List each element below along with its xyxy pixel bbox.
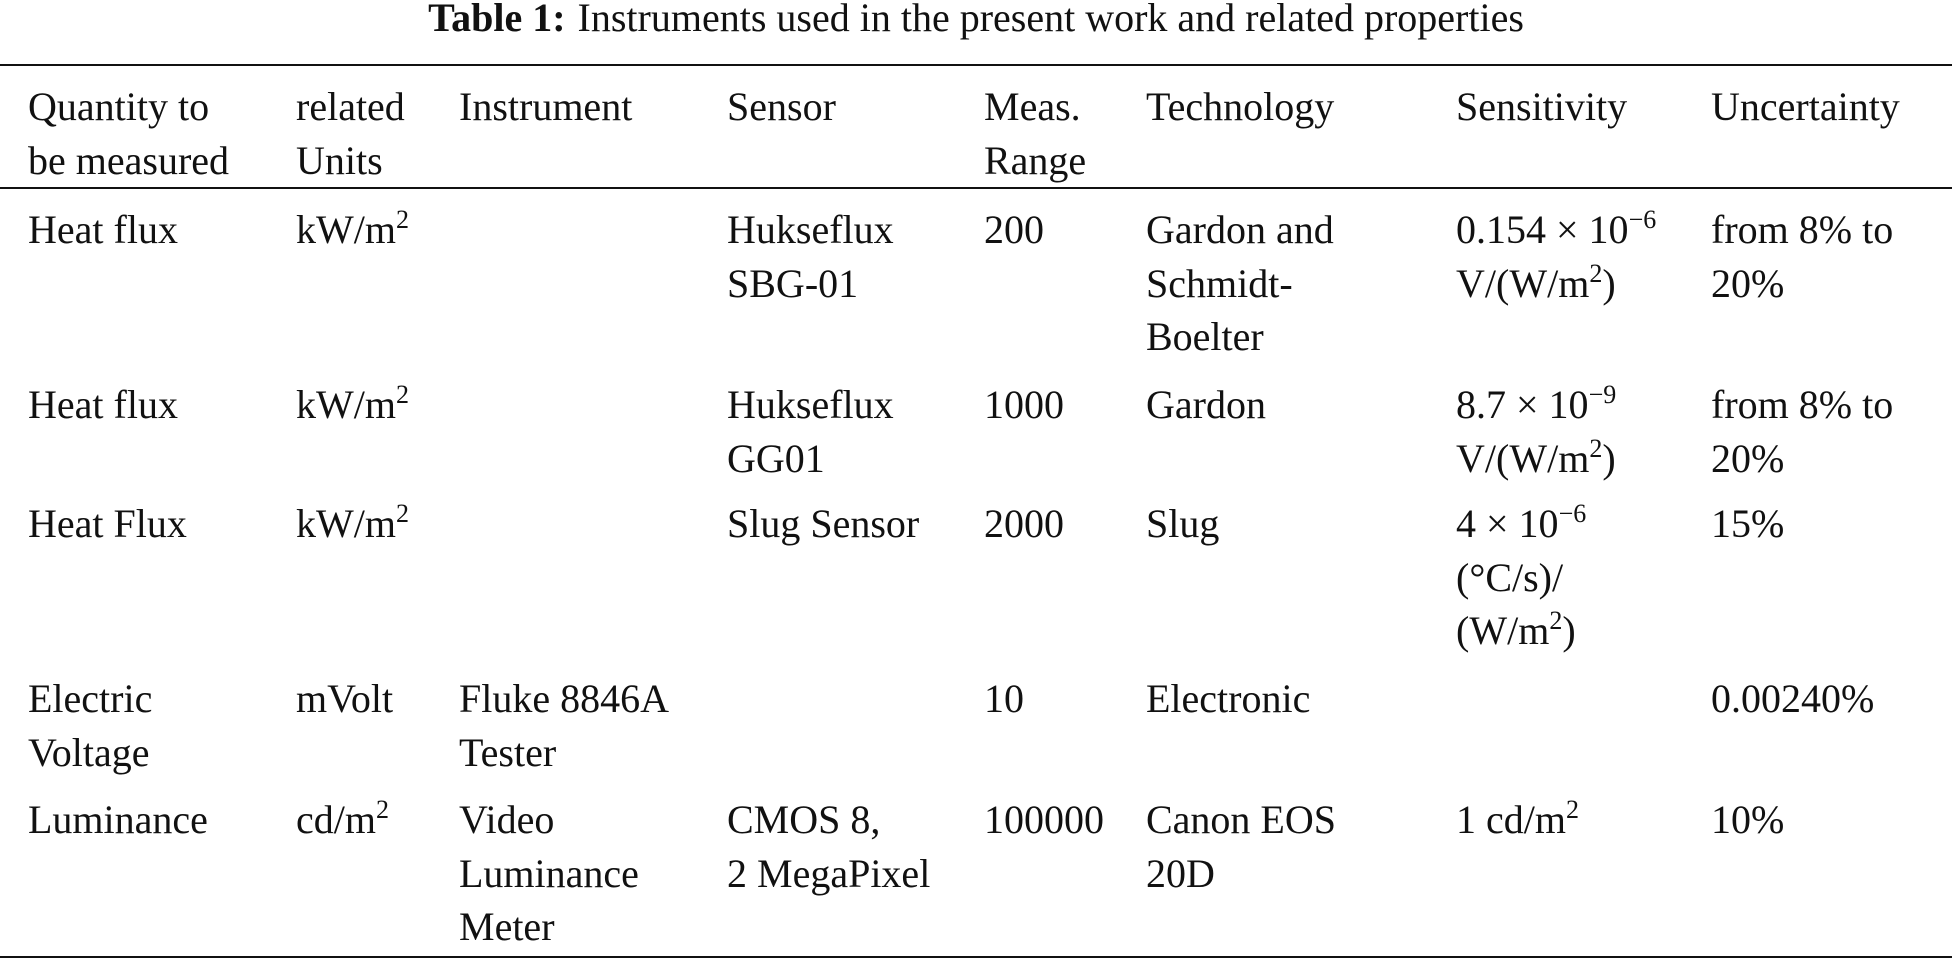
text-part: 1 cd/m bbox=[1456, 797, 1566, 842]
superscript: 2 bbox=[1549, 606, 1563, 635]
cell-line: 10% bbox=[1711, 797, 1785, 842]
superscript: 2 bbox=[395, 380, 409, 409]
cell-line: Electronic bbox=[1146, 676, 1311, 721]
cell-line: 20% bbox=[1711, 260, 1785, 306]
cell-line: Fluke 8846A bbox=[459, 676, 669, 721]
cell-line bbox=[1456, 378, 1616, 432]
cell-line: Sensor bbox=[727, 84, 836, 129]
superscript: 2 bbox=[1565, 795, 1579, 824]
cell-line: Slug bbox=[1146, 501, 1220, 546]
cell-uncertainty bbox=[1711, 672, 1874, 726]
cell-line: Luminance bbox=[459, 850, 639, 896]
cell-technology bbox=[1146, 793, 1336, 900]
text-part: kW/m bbox=[296, 207, 396, 252]
cell-line: Technology bbox=[1146, 84, 1335, 129]
header-cell-units bbox=[296, 80, 405, 187]
cell-line bbox=[1456, 257, 1656, 311]
header-cell-quantity bbox=[28, 80, 229, 187]
cell-line: 1000 bbox=[984, 382, 1064, 427]
cell-line: related bbox=[296, 84, 405, 129]
cell-line: Canon EOS bbox=[1146, 797, 1336, 842]
cell-range bbox=[984, 793, 1104, 847]
table-caption bbox=[0, 0, 1952, 38]
caption-text: Instruments used in the present work and related properties bbox=[577, 0, 1524, 40]
text-part: ) bbox=[1562, 608, 1576, 653]
cell-line: Slug Sensor bbox=[727, 501, 920, 546]
text-part: mVolt bbox=[296, 676, 394, 721]
cell-line bbox=[296, 497, 409, 551]
text-part: ) bbox=[1602, 260, 1616, 306]
cell-technology bbox=[1146, 378, 1266, 432]
cell-technology bbox=[1146, 203, 1334, 364]
cell-line: 20D bbox=[1146, 850, 1215, 896]
cell-line bbox=[1456, 551, 1586, 605]
cell-line: Uncertainty bbox=[1711, 84, 1900, 129]
superscript: 2 bbox=[395, 205, 409, 234]
cell-range bbox=[984, 672, 1024, 726]
bottom-rule bbox=[0, 956, 1952, 958]
cell-line: Electric bbox=[28, 676, 153, 721]
cell-sensitivity bbox=[1456, 793, 1579, 847]
cell-line bbox=[296, 203, 409, 257]
cell-instrument bbox=[459, 793, 639, 954]
cell-line: Sensitivity bbox=[1456, 84, 1628, 129]
superscript: −6 bbox=[1628, 205, 1657, 234]
text-part: kW/m bbox=[296, 501, 396, 546]
header-cell-technology bbox=[1146, 80, 1334, 134]
cell-quantity bbox=[28, 378, 178, 432]
cell-units bbox=[296, 497, 409, 551]
cell-line: Units bbox=[296, 137, 383, 183]
cell-range bbox=[984, 497, 1064, 551]
cell-quantity bbox=[28, 497, 187, 551]
cell-line bbox=[296, 378, 409, 432]
cell-line: Gardon and bbox=[1146, 207, 1334, 252]
cell-line: Boelter bbox=[1146, 314, 1264, 359]
text-part: cd/m bbox=[296, 797, 376, 842]
cell-line: 2 MegaPixel bbox=[727, 850, 931, 896]
cell-line: Heat flux bbox=[28, 207, 178, 252]
superscript: 2 bbox=[395, 499, 409, 528]
cell-line: Heat flux bbox=[28, 382, 178, 427]
cell-line: Hukseflux bbox=[727, 382, 894, 427]
cell-sensor bbox=[727, 378, 894, 485]
header-cell-range bbox=[984, 80, 1086, 187]
cell-quantity bbox=[28, 793, 208, 847]
cell-sensor bbox=[727, 497, 919, 551]
cell-line: 200 bbox=[984, 207, 1044, 252]
cell-line bbox=[1456, 604, 1586, 658]
cell-units bbox=[296, 378, 409, 432]
text-part: kW/m bbox=[296, 382, 396, 427]
cell-line: be measured bbox=[28, 137, 230, 183]
text-part: ) bbox=[1602, 435, 1616, 481]
cell-line: from 8% to bbox=[1711, 207, 1894, 252]
cell-line bbox=[1456, 203, 1656, 257]
text-part: 0.154 × 10 bbox=[1456, 207, 1629, 252]
text-part: V/(W/m bbox=[1456, 435, 1590, 481]
cell-units bbox=[296, 203, 409, 257]
header-cell-uncertainty bbox=[1711, 80, 1900, 134]
text-part: (W/m bbox=[1456, 608, 1550, 653]
cell-technology bbox=[1146, 672, 1310, 726]
cell-line: 15% bbox=[1711, 501, 1785, 546]
cell-instrument bbox=[459, 672, 669, 779]
cell-uncertainty bbox=[1711, 378, 1893, 485]
text-part: (°C/s)/ bbox=[1456, 554, 1564, 600]
cell-line: Meas. bbox=[984, 84, 1081, 129]
cell-line: Range bbox=[984, 137, 1087, 183]
header-cell-sensor bbox=[727, 80, 836, 134]
cell-units bbox=[296, 672, 393, 726]
cell-line: Heat Flux bbox=[28, 501, 187, 546]
text-part: 8.7 × 10 bbox=[1456, 382, 1589, 427]
cell-line: 100000 bbox=[984, 797, 1104, 842]
cell-line bbox=[296, 672, 393, 726]
cell-line: Voltage bbox=[28, 729, 150, 775]
cell-line: Luminance bbox=[28, 797, 208, 842]
text-part: 4 × 10 bbox=[1456, 501, 1559, 546]
cell-line: 0.00240% bbox=[1711, 676, 1875, 721]
cell-line: GG01 bbox=[727, 435, 825, 481]
cell-line bbox=[1456, 497, 1586, 551]
cell-sensitivity bbox=[1456, 378, 1616, 485]
superscript: −6 bbox=[1558, 499, 1587, 528]
text-part: V/(W/m bbox=[1456, 260, 1590, 306]
cell-line bbox=[1456, 432, 1616, 486]
cell-sensor bbox=[727, 203, 894, 310]
cell-line: 10 bbox=[984, 676, 1024, 721]
superscript: 2 bbox=[1589, 433, 1603, 463]
cell-line: Gardon bbox=[1146, 382, 1266, 427]
cell-line bbox=[1456, 793, 1579, 847]
cell-uncertainty bbox=[1711, 793, 1784, 847]
header-cell-sensitivity bbox=[1456, 80, 1627, 134]
cell-technology bbox=[1146, 497, 1219, 551]
cell-line: Quantity to bbox=[28, 84, 210, 129]
cell-line bbox=[296, 793, 389, 847]
superscript: 2 bbox=[1589, 258, 1603, 288]
cell-line: Hukseflux bbox=[727, 207, 894, 252]
cell-line: 2000 bbox=[984, 501, 1064, 546]
cell-uncertainty bbox=[1711, 497, 1784, 551]
header-cell-instrument bbox=[459, 80, 632, 134]
cell-line: from 8% to bbox=[1711, 382, 1894, 427]
top-rule bbox=[0, 64, 1952, 66]
cell-uncertainty bbox=[1711, 203, 1893, 310]
cell-line: Instrument bbox=[459, 84, 633, 129]
cell-line: Meter bbox=[459, 904, 555, 949]
cell-line: SBG-01 bbox=[727, 260, 859, 306]
cell-range bbox=[984, 203, 1044, 257]
cell-sensor bbox=[727, 793, 930, 900]
cell-line: Video bbox=[459, 797, 555, 842]
header-rule bbox=[0, 187, 1952, 189]
cell-sensitivity bbox=[1456, 497, 1586, 658]
cell-line: CMOS 8, bbox=[727, 797, 881, 842]
cell-units bbox=[296, 793, 389, 847]
superscript: −9 bbox=[1588, 380, 1617, 409]
caption-label: Table 1: bbox=[428, 0, 566, 40]
cell-line: Schmidt- bbox=[1146, 260, 1293, 306]
cell-line: 20% bbox=[1711, 435, 1785, 481]
cell-quantity bbox=[28, 672, 152, 779]
cell-sensitivity bbox=[1456, 203, 1656, 310]
superscript: 2 bbox=[375, 795, 389, 824]
cell-quantity bbox=[28, 203, 178, 257]
cell-line: Tester bbox=[459, 729, 557, 775]
cell-range bbox=[984, 378, 1064, 432]
